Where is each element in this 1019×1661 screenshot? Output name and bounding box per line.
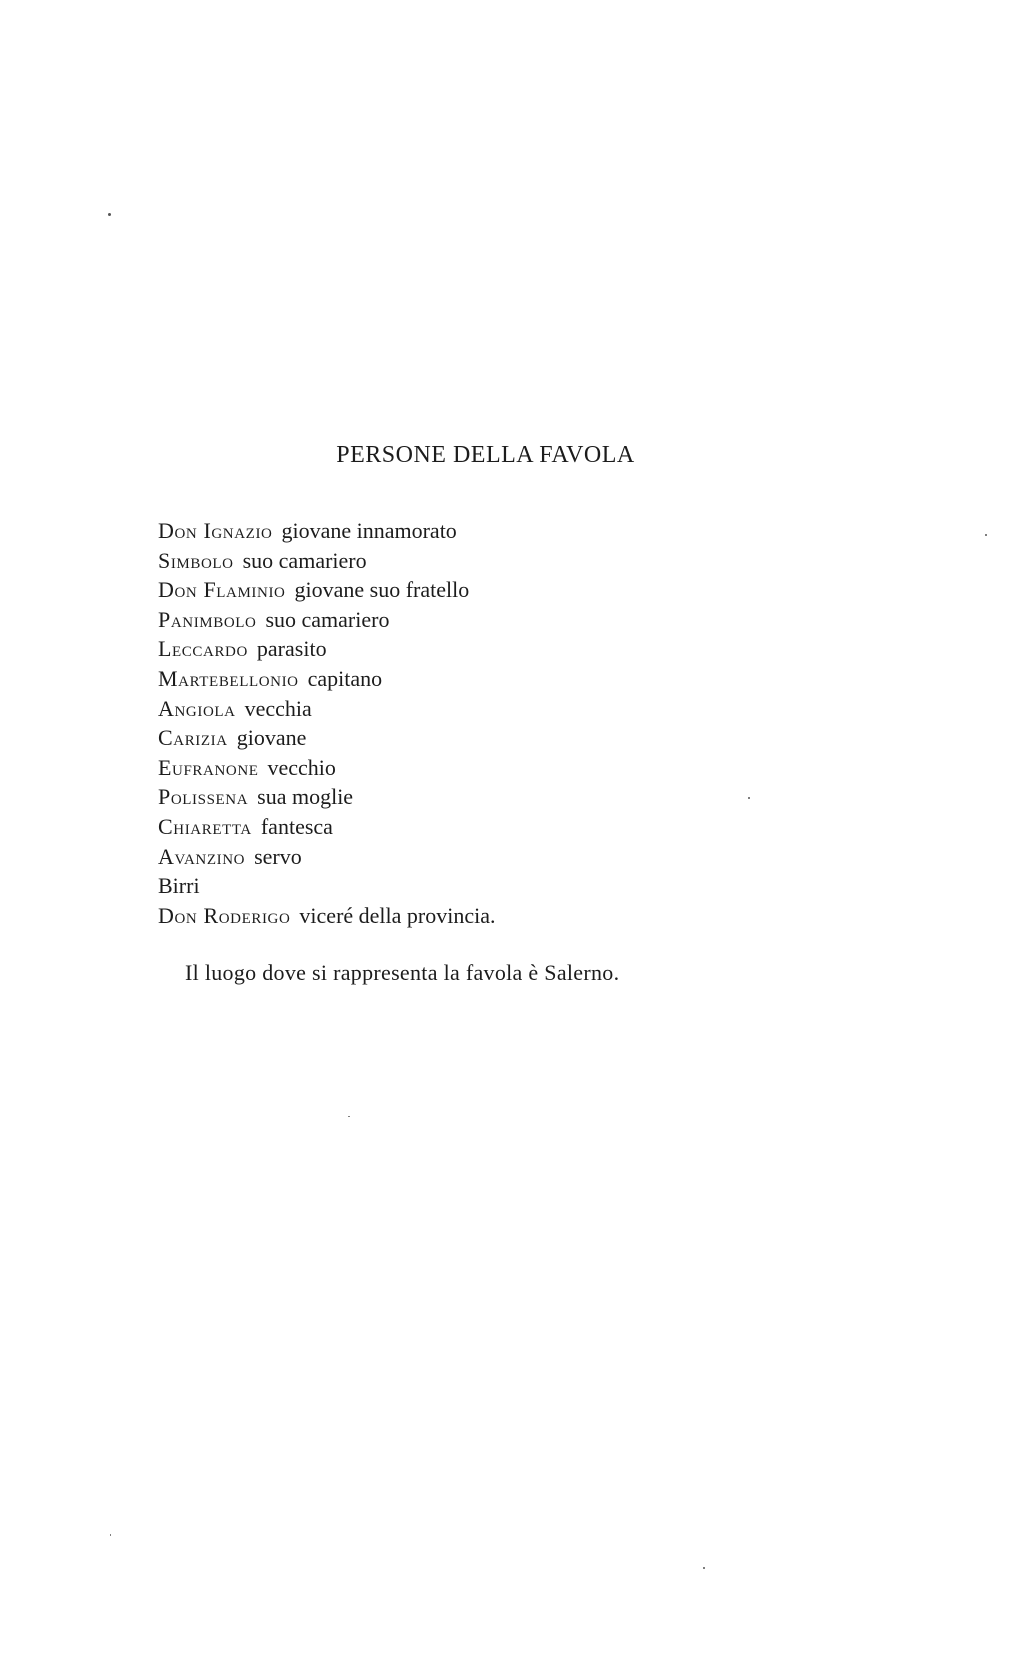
- page-title: [0, 440, 1019, 470]
- cast-item: [158, 605, 496, 635]
- cast-name: Don Flaminio: [158, 577, 286, 603]
- cast-list: [158, 516, 496, 930]
- cast-item: [158, 782, 496, 812]
- scan-speck: [748, 797, 750, 799]
- scan-speck: [703, 1567, 705, 1569]
- cast-item: [158, 694, 496, 724]
- cast-name-plain: Birri: [158, 873, 200, 899]
- cast-name: Leccardo: [158, 636, 248, 662]
- scan-speck: [108, 213, 111, 216]
- scan-speck: [348, 1116, 350, 1117]
- cast-name: Martebellonio: [158, 665, 299, 691]
- cast-role: servo: [254, 843, 302, 869]
- cast-name: Angiola: [158, 695, 236, 721]
- cast-role: vecchio: [267, 754, 336, 780]
- cast-item: [158, 516, 496, 546]
- cast-name: Don Ignazio: [158, 518, 273, 543]
- cast-item: [158, 546, 496, 576]
- cast-item: [158, 575, 496, 605]
- cast-item: [158, 812, 496, 842]
- cast-name: Polissena: [158, 784, 249, 810]
- cast-role: giovane: [236, 725, 307, 751]
- cast-item: [158, 634, 496, 664]
- cast-name: Carizia: [158, 725, 228, 751]
- cast-role: suo camariero: [265, 606, 390, 632]
- scan-speck: [110, 1534, 111, 1536]
- cast-role: suo camariero: [242, 547, 367, 573]
- cast-name: Eufranone: [158, 754, 259, 780]
- cast-item: [158, 753, 496, 783]
- cast-name: Simbolo: [158, 547, 234, 573]
- cast-role: giovane innamorato: [281, 518, 457, 543]
- cast-item: [158, 664, 496, 694]
- cast-item: [158, 723, 496, 753]
- cast-role: capitano: [307, 665, 383, 691]
- cast-role: viceré della provincia.: [299, 902, 496, 928]
- cast-item: [158, 871, 496, 901]
- cast-role: vecchia: [244, 695, 312, 721]
- cast-name: Panimbolo: [158, 606, 257, 632]
- cast-name: Chiaretta: [158, 813, 252, 839]
- cast-role: giovane suo fratello: [294, 577, 470, 603]
- setting-note: Il luogo dove si rappresenta la favola è Salerno.: [185, 960, 620, 985]
- cast-item: [158, 901, 496, 931]
- cast-role: fantesca: [260, 813, 333, 839]
- cast-name: Avanzino: [158, 843, 246, 869]
- scan-speck: [985, 534, 987, 536]
- cast-role: sua moglie: [257, 784, 354, 810]
- cast-role: parasito: [256, 636, 327, 662]
- title-text: PERSONE DELLA FAVOLA: [336, 442, 635, 468]
- cast-name: Don Roderigo: [158, 902, 291, 928]
- cast-item: [158, 842, 496, 872]
